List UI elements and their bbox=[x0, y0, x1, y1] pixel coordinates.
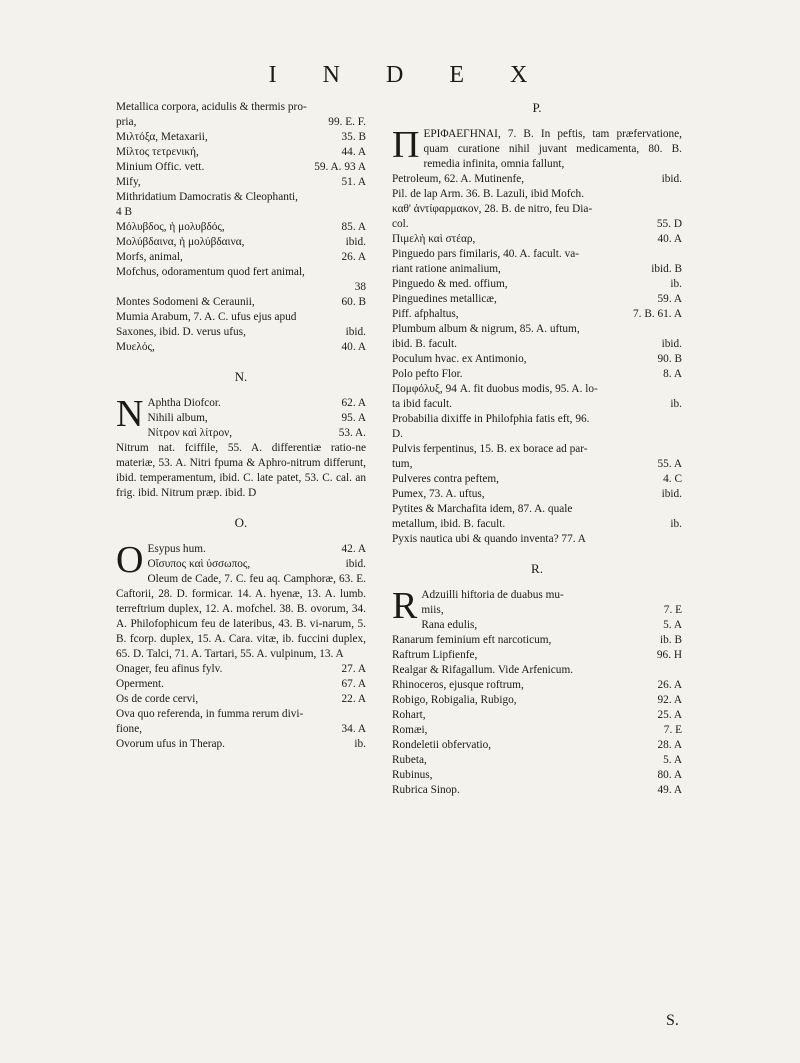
entry-text: Nihili album, bbox=[147, 412, 208, 424]
entry-text: Pumex, 73. A. uftus, bbox=[392, 488, 485, 500]
section-letter-p: P. bbox=[532, 100, 542, 115]
entry-reference bbox=[360, 707, 366, 722]
index-entry bbox=[116, 130, 366, 145]
index-entry bbox=[392, 322, 682, 337]
entry-reference: ibid. bbox=[661, 488, 682, 500]
m-entries bbox=[116, 100, 366, 355]
index-entry bbox=[116, 707, 366, 722]
entry-text: Morfs, animal, bbox=[116, 251, 183, 263]
entry-reference: ib. bbox=[670, 398, 682, 410]
index-entry bbox=[392, 532, 682, 547]
entry-reference: 8. A bbox=[663, 368, 682, 380]
index-entry bbox=[116, 280, 366, 295]
entry-reference: 22. A bbox=[341, 693, 366, 705]
index-entry bbox=[392, 693, 682, 708]
entry-text: Realgar & Rifagallum. Vide Arfenicum. bbox=[392, 664, 574, 676]
index-entry bbox=[392, 232, 682, 247]
entry-text: Mithridatium Damocratis & Cleophanti, bbox=[116, 191, 298, 203]
entry-reference bbox=[676, 502, 682, 517]
index-entry bbox=[392, 262, 682, 277]
index-entry bbox=[116, 175, 366, 190]
entry-reference bbox=[676, 187, 682, 202]
entry-text: Onager, feu afinus fylv. bbox=[116, 663, 223, 675]
index-entry bbox=[116, 235, 366, 250]
entry-text: Adzuilli hiftoria de duabus mu- bbox=[421, 589, 564, 601]
index-entry bbox=[392, 457, 682, 472]
entry-text: Rohart, bbox=[392, 709, 426, 721]
index-entry bbox=[392, 367, 682, 382]
entry-text: col. bbox=[392, 218, 409, 230]
index-entry bbox=[116, 692, 366, 707]
entry-text: Aphtha Diofcor. bbox=[147, 397, 221, 409]
entry-text: Πομφόλυξ, 94 A. fit duobus modis, 95. A. lo- bbox=[392, 383, 598, 395]
entry-text: Pinguedo pars fimilaris, 40. A. facult. va- bbox=[392, 248, 579, 260]
index-header bbox=[0, 62, 800, 92]
index-entry bbox=[392, 307, 682, 322]
entry-reference: 5. A bbox=[663, 754, 682, 766]
entry-text: Pyxis nautica ubi & quando inventa? 77. A bbox=[392, 533, 586, 545]
entry-reference: 95. A bbox=[341, 412, 366, 424]
index-entry bbox=[116, 310, 366, 325]
entry-text: Rubeta, bbox=[392, 754, 427, 766]
entry-reference: 90. B bbox=[657, 353, 682, 365]
entry-text: metallum, ibid. B. facult. bbox=[392, 518, 506, 530]
entry-text: fione, bbox=[116, 723, 143, 735]
o-tail-entries bbox=[116, 662, 366, 752]
index-entry bbox=[392, 397, 682, 412]
entry-reference: ibid. bbox=[661, 173, 682, 185]
index-entry bbox=[421, 588, 682, 603]
r-entries bbox=[392, 585, 682, 798]
entry-reference: 26. A bbox=[657, 679, 682, 691]
entry-reference: 28. A bbox=[657, 739, 682, 751]
index-entry bbox=[116, 220, 366, 235]
index-entry bbox=[116, 737, 366, 752]
entry-text: Mify, bbox=[116, 176, 141, 188]
entry-text: Probabilia dixiffe in Philofphia fatis eft, 96. bbox=[392, 413, 590, 425]
header-letter: D bbox=[385, 62, 408, 88]
index-entry bbox=[392, 337, 682, 352]
index-entry bbox=[421, 603, 682, 618]
index-entry bbox=[392, 247, 682, 262]
entry-reference: 26. A bbox=[341, 251, 366, 263]
index-entry bbox=[116, 190, 366, 205]
index-entry bbox=[147, 557, 366, 572]
drop-cap-o: O bbox=[116, 539, 144, 581]
entry-reference: 80. A bbox=[657, 769, 682, 781]
entry-reference bbox=[676, 663, 682, 678]
index-entry bbox=[116, 325, 366, 340]
entry-reference: 40. A bbox=[341, 341, 366, 353]
catchword: S. bbox=[666, 1012, 679, 1029]
entry-reference: 55. D bbox=[656, 218, 682, 230]
index-entry bbox=[116, 722, 366, 737]
index-entry bbox=[116, 677, 366, 692]
index-entry bbox=[116, 265, 366, 280]
entry-reference bbox=[360, 310, 366, 325]
entry-reference: 4. C bbox=[663, 473, 682, 485]
o-section bbox=[116, 539, 366, 752]
entry-text: riant ratione animalium, bbox=[392, 263, 501, 275]
entry-text: Esypus hum. bbox=[147, 543, 206, 555]
header-letter: N bbox=[322, 62, 344, 88]
index-entry bbox=[116, 340, 366, 355]
section-letter-o: O. bbox=[234, 515, 248, 530]
entry-reference: 59. A. 93 A bbox=[314, 161, 366, 173]
o-entries bbox=[116, 542, 366, 572]
entry-text: Mofchus, odoramentum quod fert animal, bbox=[116, 266, 305, 278]
entry-text: Rana edulis, bbox=[421, 619, 478, 631]
entry-text: Μολύβδαινα, ἡ μολύβδαινα, bbox=[116, 236, 245, 248]
entry-text: Pil. de lap Arm. 36. B. Lazuli, ibid Mofch. bbox=[392, 188, 585, 200]
index-entry bbox=[116, 100, 366, 115]
entry-text: Saxones, ibid. D. verus ufus, bbox=[116, 326, 246, 338]
index-entry bbox=[116, 145, 366, 160]
entry-text: Μυελός, bbox=[116, 341, 155, 353]
entry-text: pria, bbox=[116, 116, 137, 128]
index-entry bbox=[392, 517, 682, 532]
entry-text: Operment. bbox=[116, 678, 164, 690]
index-entry bbox=[392, 648, 682, 663]
index-entry bbox=[116, 160, 366, 175]
entry-text: Pinguedo & med. offium, bbox=[392, 278, 508, 290]
entry-reference: ibid. B bbox=[651, 263, 682, 275]
entry-reference: 42. A bbox=[341, 543, 366, 555]
entry-text: 4 B bbox=[116, 206, 133, 218]
drop-cap-p: Π bbox=[392, 124, 420, 166]
index-entry bbox=[392, 678, 682, 693]
entry-reference bbox=[676, 588, 682, 603]
entry-text: Rubinus, bbox=[392, 769, 433, 781]
index-entry bbox=[392, 708, 682, 723]
entry-reference: 34. A bbox=[341, 723, 366, 735]
index-entry bbox=[116, 115, 366, 130]
entry-reference: 7. E bbox=[663, 724, 682, 736]
entry-reference: 55. A bbox=[657, 458, 682, 470]
entry-reference bbox=[360, 205, 366, 220]
entry-reference bbox=[676, 532, 682, 547]
header-letter: I bbox=[268, 62, 281, 88]
entry-text: Romæi, bbox=[392, 724, 428, 736]
entry-reference bbox=[676, 382, 682, 397]
entry-text: Minium Offic. vett. bbox=[116, 161, 205, 173]
index-entry bbox=[392, 783, 682, 798]
entry-text: Οἴσυπος καὶ ὑσσωπος, bbox=[147, 558, 251, 570]
section-letter-r: R. bbox=[531, 561, 543, 576]
entry-reference: 40. A bbox=[657, 233, 682, 245]
entry-text: Mumia Arabum, 7. A. C. ufus ejus apud bbox=[116, 311, 297, 323]
index-entry bbox=[392, 352, 682, 367]
r-section bbox=[392, 585, 682, 798]
drop-cap-r: R bbox=[392, 585, 418, 627]
entry-reference: 7. B. 61. A bbox=[633, 308, 682, 320]
index-entry bbox=[392, 292, 682, 307]
entry-text: Ranarum feminium eft narcoticum, bbox=[392, 634, 552, 646]
entry-reference: ibid. bbox=[661, 338, 682, 350]
entry-reference: 25. A bbox=[657, 709, 682, 721]
index-entry bbox=[392, 277, 682, 292]
entry-text: Ova quo referenda, in fumma rerum divi- bbox=[116, 708, 304, 720]
index-entry bbox=[392, 172, 682, 187]
entry-reference: ib. bbox=[670, 278, 682, 290]
entry-text: Polo pefto Flor. bbox=[392, 368, 463, 380]
entry-reference: 59. A bbox=[657, 293, 682, 305]
index-entry bbox=[147, 426, 366, 441]
index-entry bbox=[392, 412, 682, 427]
entry-text: ibid. B. facult. bbox=[392, 338, 457, 350]
index-entry bbox=[147, 542, 366, 557]
index-entry bbox=[392, 382, 682, 397]
entry-text: Pytites & Marchafita idem, 87. A. quale bbox=[392, 503, 573, 515]
drop-cap-n: N bbox=[116, 393, 144, 435]
entry-text: Μίλτος τετρενική, bbox=[116, 146, 199, 158]
left-column bbox=[116, 100, 366, 752]
entry-reference: 44. A bbox=[341, 146, 366, 158]
entry-reference bbox=[676, 322, 682, 337]
index-entry bbox=[392, 427, 682, 442]
entry-reference: 67. A bbox=[341, 678, 366, 690]
peftis-paragraph: ΕΡΙΦΑΕΓΗΝΑΙ, 7. B. In peftis, tam præfervatione, quam curatione nihil juvant medicamenta, 80. B. remedia infinita, omnia fallunt, bbox=[423, 128, 682, 170]
entry-reference: ib. bbox=[670, 518, 682, 530]
entry-text: καθ' ἀντίφαρμακον, 28. B. de nitro, feu Dia- bbox=[392, 203, 593, 215]
index-entry bbox=[392, 633, 682, 648]
header-letter: E bbox=[449, 62, 468, 88]
index-entry bbox=[421, 618, 682, 633]
entry-text: Poculum hvac. ex Antimonio, bbox=[392, 353, 527, 365]
entry-text: miis, bbox=[421, 604, 444, 616]
entry-reference: ibid. bbox=[345, 326, 366, 338]
entry-reference: 38 bbox=[354, 281, 366, 293]
entry-reference: 35. B bbox=[341, 131, 366, 143]
entry-reference bbox=[676, 412, 682, 427]
index-entry bbox=[392, 753, 682, 768]
index-entry bbox=[116, 250, 366, 265]
entry-text: D. bbox=[392, 428, 403, 440]
index-entry bbox=[392, 768, 682, 783]
entry-text: Πιμελὴ καὶ στέαρ, bbox=[392, 233, 476, 245]
entry-reference: ibid. bbox=[345, 558, 366, 570]
index-entry bbox=[392, 663, 682, 678]
entry-text: Μόλυβδος, ἡ μολυβδός, bbox=[116, 221, 225, 233]
entry-reference: 7. E bbox=[663, 604, 682, 616]
entry-text: Νίτρον καὶ λίτρον, bbox=[147, 427, 233, 439]
nitrum-paragraph: Nitrum nat. fciffile, 55. A. differentiæ ratio-ne materiæ, 53. A. Nitri fpuma & Aphro-nitrum differunt, ibid. temperamentum, ibid. C. late patet, 53. C. cal. an frig. ibid. Nitrum præp. ibid. D bbox=[116, 442, 366, 499]
entry-reference: 49. A bbox=[657, 784, 682, 796]
oleum-paragraph: Oleum de Cade, 7. C. feu aq. Camphoræ, 63. E. Caftorii, 28. D. formicar. 14. A. hyenæ, 13. A. lumb. terreftrium duplex, 12. A. mofchel. 38. B. ovorum, 34. A. Philofophicum feu de lateribus, 43. B. vi-narum, 5. B. fcorp. duplex, 15. A. Cara. vitæ, ib. fuccini duplex, 65. D. Talci, 71. A. Tartari, 55. A. vulpinum, 13. A bbox=[116, 573, 366, 660]
entry-text: Μιλτόξα, Metaxarii, bbox=[116, 131, 208, 143]
entry-reference: 51. A bbox=[341, 176, 366, 188]
entry-text: Pulveres contra peftem, bbox=[392, 473, 499, 485]
entry-reference bbox=[676, 202, 682, 217]
entry-text: Os de corde cervi, bbox=[116, 693, 199, 705]
entry-reference: 96. H bbox=[656, 649, 682, 661]
entry-text: Rubrica Sinop. bbox=[392, 784, 460, 796]
index-entry bbox=[147, 396, 366, 411]
entry-text: Pinguedines metallicæ, bbox=[392, 293, 497, 305]
entry-text: Raftrum Lipfienfe, bbox=[392, 649, 478, 661]
entry-text: Metallica corpora, acidulis & thermis pro- bbox=[116, 101, 307, 113]
index-entry bbox=[147, 411, 366, 426]
entry-text: Piff. afphaltus, bbox=[392, 308, 459, 320]
index-entry bbox=[392, 442, 682, 457]
right-column bbox=[392, 100, 682, 798]
index-entry bbox=[392, 738, 682, 753]
entry-reference: 62. A bbox=[341, 397, 366, 409]
entry-text: Plumbum album & nigrum, 85. A. uftum, bbox=[392, 323, 580, 335]
entry-reference bbox=[360, 100, 366, 115]
entry-text: Ovorum ufus in Therap. bbox=[116, 738, 225, 750]
entry-reference: 27. A bbox=[341, 663, 366, 675]
entry-text: Pulvis ferpentinus, 15. B. ex borace ad par- bbox=[392, 443, 588, 455]
entry-text: Robigo, Robigalia, Rubigo, bbox=[392, 694, 517, 706]
entry-text: tum, bbox=[392, 458, 413, 470]
index-entry bbox=[116, 295, 366, 310]
entry-reference: ibid. bbox=[345, 236, 366, 248]
index-entry bbox=[392, 723, 682, 738]
entry-reference bbox=[676, 247, 682, 262]
entry-reference bbox=[360, 265, 366, 280]
entry-reference: 53. A. bbox=[338, 427, 366, 439]
entry-reference bbox=[360, 190, 366, 205]
index-entry bbox=[392, 187, 682, 202]
n-section bbox=[116, 393, 366, 501]
index-entry bbox=[392, 217, 682, 232]
entry-reference bbox=[676, 442, 682, 457]
section-letter-n: N. bbox=[234, 369, 248, 384]
index-entry bbox=[392, 487, 682, 502]
index-entry bbox=[392, 502, 682, 517]
entry-text: Petroleum, 62. A. Mutinenfe, bbox=[392, 173, 525, 185]
index-entry bbox=[392, 472, 682, 487]
p-section bbox=[392, 124, 682, 547]
entry-text: ta ibid facult. bbox=[392, 398, 452, 410]
header-letter: X bbox=[510, 62, 532, 88]
entry-text: Rondeletii obfervatio, bbox=[392, 739, 492, 751]
entry-reference: 99. E. F. bbox=[328, 116, 366, 128]
entry-reference: ib. bbox=[354, 738, 366, 750]
p-entries bbox=[392, 172, 682, 547]
entry-reference bbox=[676, 427, 682, 442]
index-entry bbox=[116, 662, 366, 677]
entry-reference: 5. A bbox=[663, 619, 682, 631]
entry-reference: ib. B bbox=[660, 634, 682, 646]
index-entry bbox=[392, 202, 682, 217]
entry-reference: 92. A bbox=[657, 694, 682, 706]
n-entries bbox=[116, 393, 366, 441]
entry-text: Rhinoceros, ejusque roftrum, bbox=[392, 679, 524, 691]
entry-reference: 60. B bbox=[341, 296, 366, 308]
entry-reference: 85. A bbox=[341, 221, 366, 233]
entry-text: Montes Sodomeni & Ceraunii, bbox=[116, 296, 255, 308]
index-entry bbox=[116, 205, 366, 220]
